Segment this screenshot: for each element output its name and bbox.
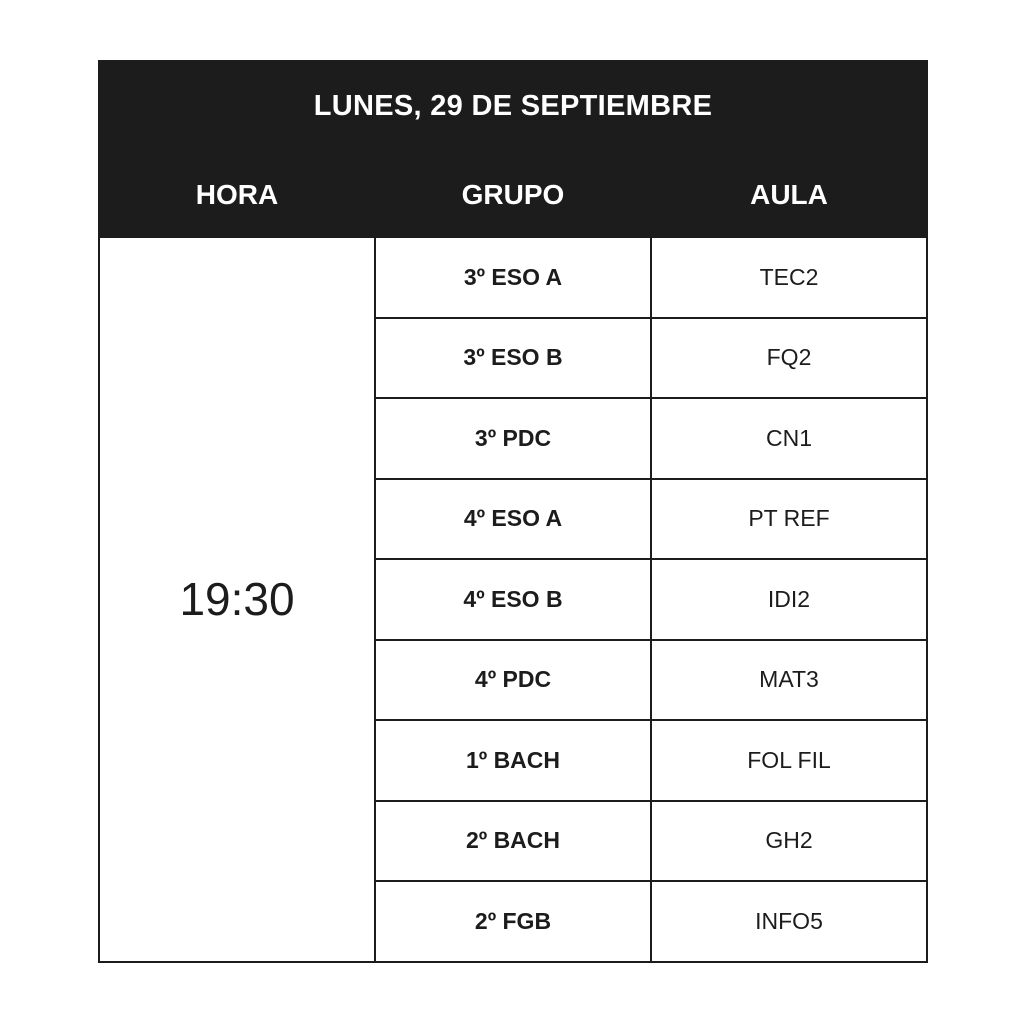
room-cell: TEC2 — [651, 237, 927, 318]
group-cell: 4º ESO A — [375, 479, 651, 560]
group-cell: 3º PDC — [375, 398, 651, 479]
group-cell: 3º ESO B — [375, 318, 651, 399]
group-cell: 1º BACH — [375, 720, 651, 801]
column-headers — [99, 152, 927, 237]
schedule-body — [99, 237, 927, 962]
header-grupo: GRUPO — [375, 152, 651, 237]
group-cell: 4º PDC — [375, 640, 651, 721]
group-cell: 2º FGB — [375, 881, 651, 962]
group-cell: 2º BACH — [375, 801, 651, 882]
header-hora: HORA — [99, 152, 375, 237]
time-cell: 19:30 — [99, 237, 375, 962]
header-aula: AULA — [651, 152, 927, 237]
group-cell: 3º ESO A — [375, 237, 651, 318]
room-cell: CN1 — [651, 398, 927, 479]
room-cell: MAT3 — [651, 640, 927, 721]
table-row — [99, 237, 927, 318]
schedule-title: LUNES, 29 DE SEPTIEMBRE — [99, 61, 927, 152]
room-cell: GH2 — [651, 801, 927, 882]
room-cell: PT REF — [651, 479, 927, 560]
room-cell: FQ2 — [651, 318, 927, 399]
group-cell: 4º ESO B — [375, 559, 651, 640]
room-cell: IDI2 — [651, 559, 927, 640]
room-cell: FOL FIL — [651, 720, 927, 801]
schedule-table — [98, 60, 928, 963]
title-row — [99, 61, 927, 152]
room-cell: INFO5 — [651, 881, 927, 962]
